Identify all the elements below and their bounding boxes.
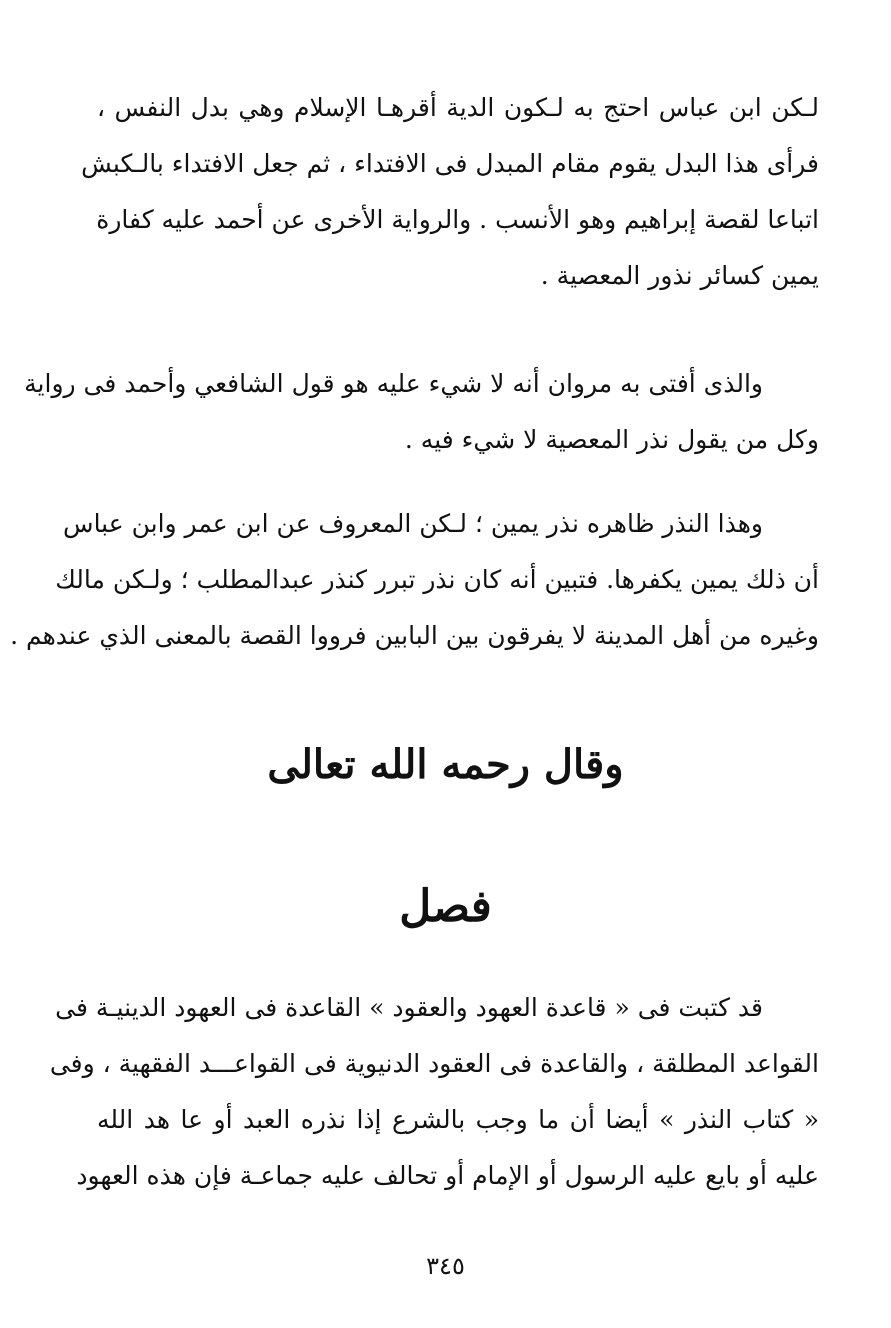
paragraph-3 xyxy=(10,496,819,664)
text-line: اتباعا لقصة إبراهيم وهو الأنسب . والرواية الأخرى عن أحمد عليه كفارة xyxy=(96,205,819,234)
paragraph-1 xyxy=(81,80,819,304)
text-line: قد كتبت فى « قاعدة العهود والعقود » القاعدة فى العهود الدينيـة فى xyxy=(55,993,763,1022)
text-line: « كتاب النذر » أيضا أن ما وجب بالشرع إذا نذره العبد أو عا هد الله xyxy=(97,1105,819,1134)
text-line: فرأى هذا البدل يقوم مقام المبدل فى الافتداء ، ثم جعل الافتداء بالـكبش xyxy=(81,149,819,178)
paragraph-2 xyxy=(24,356,819,468)
text-line: أن ذلك يمين يكفرها. فتبين أنه كان نذر تبرر كنذر عبدالمطلب ؛ ولـكن مالك xyxy=(55,565,819,594)
heading-said: وقال رحمه الله تعالى xyxy=(267,741,624,788)
section-heading: فصل xyxy=(399,881,492,932)
text-line: لـكن ابن عباس احتج به لـكون الدية أقرهـا الإسلام وهي بدل النفس ، xyxy=(97,93,819,122)
text-line: القواعد المطلقة ، والقاعدة فى العقود الدنيوية فى القواعـــد الفقهية ، وفى xyxy=(49,1049,819,1078)
text-line: عليه أو بايع عليه الرسول أو الإمام أو تحالف عليه جماعـة فإن هذه العهود xyxy=(76,1161,819,1190)
paragraph-4 xyxy=(49,980,819,1204)
text-line: والذى أفتى به مروان أنه لا شيء عليه هو قول الشافعي وأحمد فى رواية xyxy=(24,369,763,398)
page-number: ٣٤٥ xyxy=(426,1252,465,1280)
text-line: وكل من يقول نذر المعصية لا شيء فيه . xyxy=(404,425,819,454)
text-line: وهذا النذر ظاهره نذر يمين ؛ لـكن المعروف عن ابن عمر وابن عباس xyxy=(63,509,763,538)
text-line: وغيره من أهل المدينة لا يفرقون بين البابين فرووا القصة بالمعنى الذي عندهم . xyxy=(10,621,819,650)
text-line: يمين كسائر نذور المعصية . xyxy=(540,261,819,290)
